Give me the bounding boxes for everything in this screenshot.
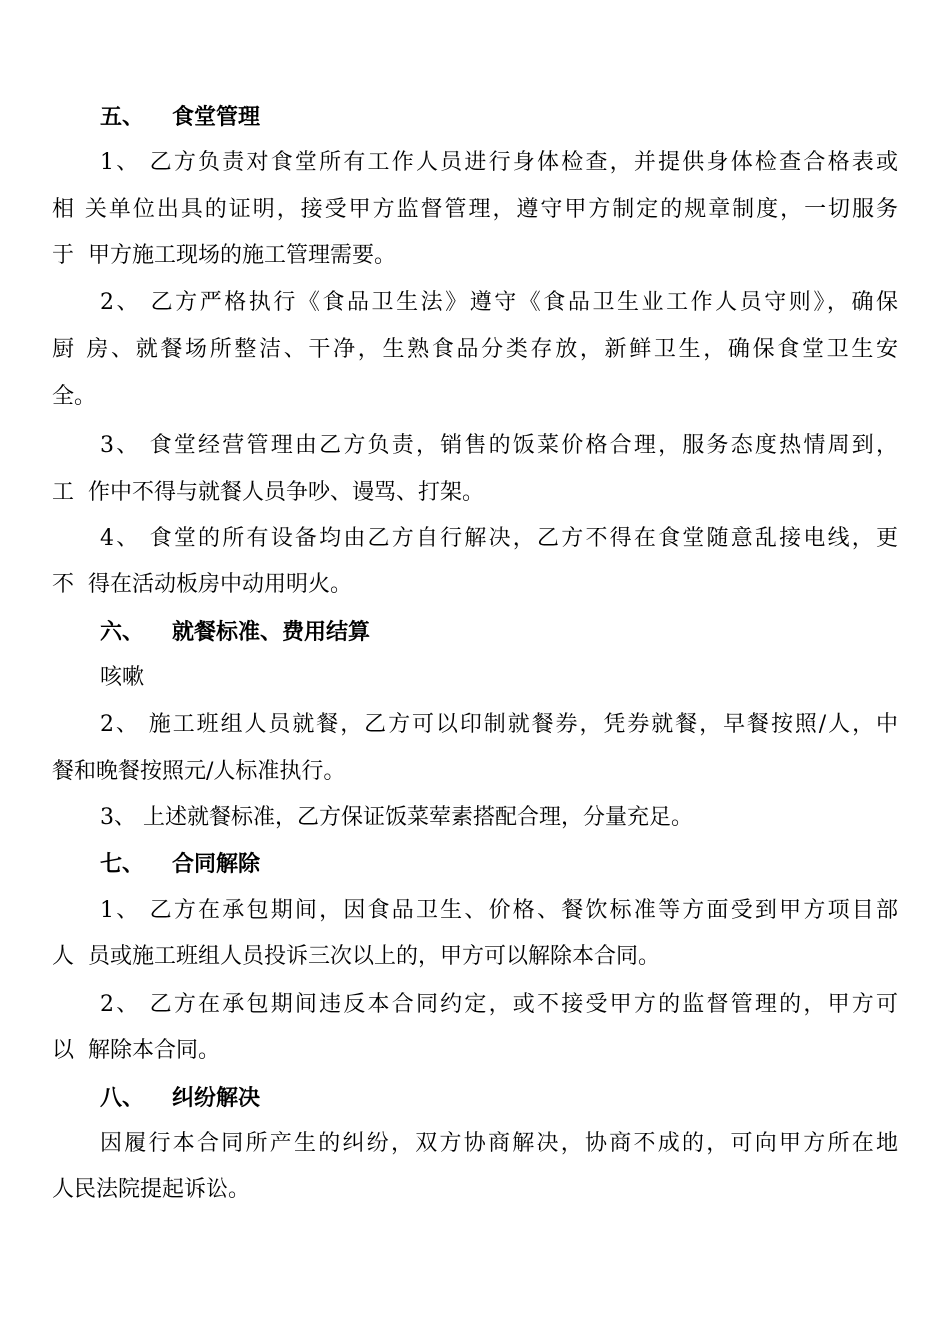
paragraph-line: 工 作中不得与就餐人员争吵、谩骂、打架。 xyxy=(52,480,484,505)
paragraph-line: 2、 乙方严格执行《食品卫生法》遵守《食品卫生业工作人员守则》，确保 xyxy=(100,290,898,315)
paragraph-line: 2、 乙方在承包期间违反本合同约定，或不接受甲方的监督管理的，甲方可 xyxy=(100,992,898,1017)
paragraph-line: 4、 食堂的所有设备均由乙方自行解决，乙方不得在食堂随意乱接电线，更 xyxy=(100,526,898,551)
paragraph-line: 3、 食堂经营管理由乙方负责，销售的饭菜价格合理，服务态度热情周到， xyxy=(100,433,898,458)
paragraph-line: 人 员或施工班组人员投诉三次以上的，甲方可以解除本合同。 xyxy=(52,944,660,969)
paragraph-line: 全。 xyxy=(52,384,97,409)
section-number: 八、 xyxy=(100,1085,145,1111)
section-heading xyxy=(100,1083,260,1113)
section-title: 合同解除 xyxy=(172,851,261,877)
paragraph-line: 餐和晚餐按照元/人标准执行。 xyxy=(52,759,346,784)
paragraph-line: 3、 上述就餐标准，乙方保证饭菜荤素搭配合理，分量充足。 xyxy=(100,805,693,830)
paragraph-line: 2、 施工班组人员就餐，乙方可以印制就餐券，凭券就餐，早餐按照/人，中 xyxy=(100,712,898,737)
section-number: 七、 xyxy=(100,851,145,877)
paragraph-line: 咳嗽 xyxy=(100,665,145,690)
paragraph-line: 于 甲方施工现场的施工管理需要。 xyxy=(52,243,396,268)
paragraph-line: 1、 乙方负责对食堂所有工作人员进行身体检查，并提供身体检查合格表或 xyxy=(100,150,898,175)
section-heading xyxy=(100,617,370,647)
section-number: 六、 xyxy=(100,619,145,645)
paragraph-line: 相 关单位出具的证明，接受甲方监督管理，遵守甲方制定的规章制度，一切服务 xyxy=(52,197,898,222)
paragraph-line: 因履行本合同所产生的纠纷，双方协商解决，协商不成的，可向甲方所在地 xyxy=(100,1131,898,1156)
paragraph-line: 以 解除本合同。 xyxy=(52,1038,220,1063)
paragraph-line: 人民法院提起诉讼。 xyxy=(52,1177,251,1202)
paragraph-line: 不 得在活动板房中动用明火。 xyxy=(52,572,352,597)
section-title: 食堂管理 xyxy=(172,104,261,130)
section-title: 就餐标准、费用结算 xyxy=(172,619,371,645)
section-title: 纠纷解决 xyxy=(172,1085,261,1111)
section-heading xyxy=(100,849,260,879)
section-number: 五、 xyxy=(100,104,145,130)
section-heading xyxy=(100,102,260,132)
paragraph-line: 厨 房、就餐场所整洁、干净，生熟食品分类存放，新鲜卫生，确保食堂卫生安 xyxy=(52,337,898,362)
paragraph-line: 1、 乙方在承包期间，因食品卫生、价格、餐饮标准等方面受到甲方项目部 xyxy=(100,898,898,923)
